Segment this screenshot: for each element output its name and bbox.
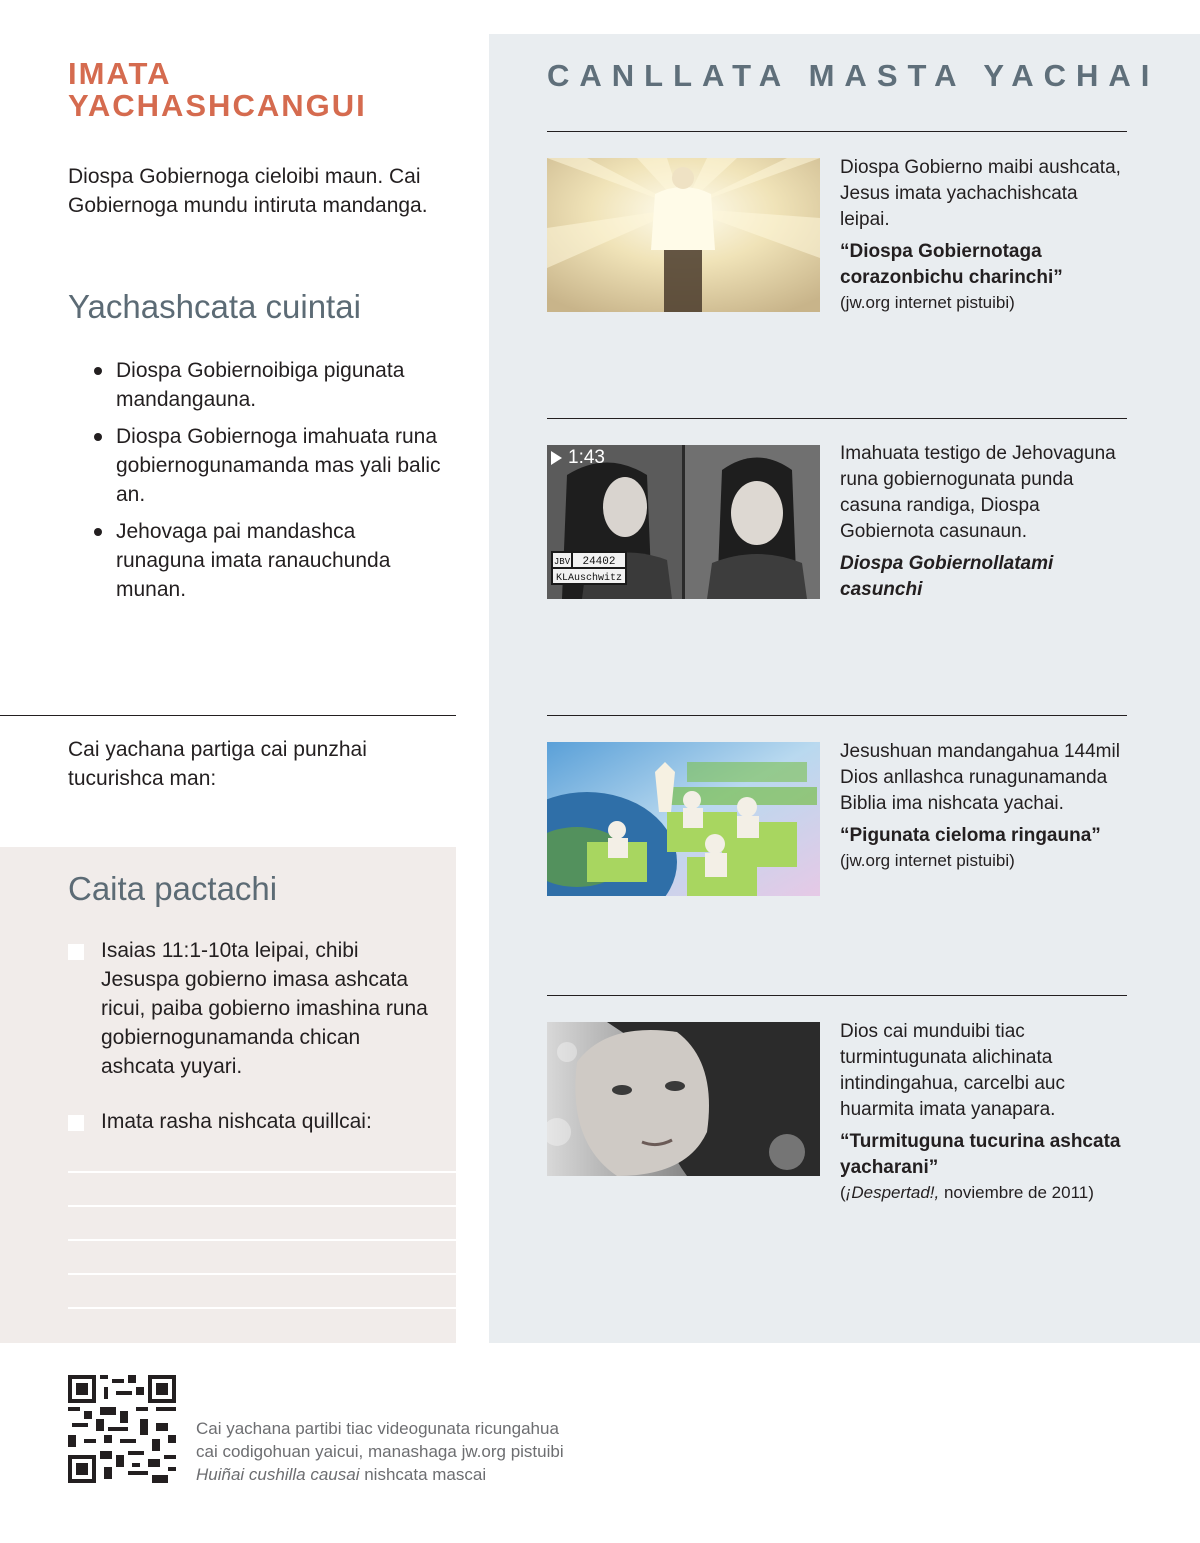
explore-divider [547,131,1127,132]
explore-entry-3 [840,739,1125,873]
entry-source [840,1181,1125,1205]
try-item-read [68,936,428,1081]
photo-tag-label: JBV [553,557,571,567]
woman-prisoner-photo[interactable] [547,445,820,599]
entry-description: Dios cai munduibi tiac turmintugunata alichinata intindingahua, carcelbi auc huarmita imata yanapara. [840,1021,1065,1120]
writing-line[interactable] [68,1273,456,1275]
share-text: Cai yachana partiga cai punzhai tucurishca man: [68,738,367,790]
explore-entry-2 [840,441,1125,603]
photo-tag-number: 24402 [582,556,616,568]
review-item: Jehovaga pai mandashca runaguna imata ranauchunda munan. [92,517,442,604]
play-icon [551,451,562,465]
writing-line[interactable] [68,1205,456,1207]
try-item-text: Isaias 11:1-10ta leipai, chibi Jesuspa gobierno imasa ashcata ricui, paiba gobierno imashina runa gobiernogunamanda chican ashcata yuyari. [101,939,428,1078]
entry-title[interactable]: “Diospa Gobiernotaga corazonbichu charinchi” [840,241,1063,288]
entry-source: (jw.org internet pistuibi) [840,293,1015,312]
photo-tag-place: KLAuschwitz [555,573,623,584]
footer-book-title: Huiñai cushilla causai [196,1465,360,1484]
explore-divider [547,418,1127,419]
checkbox[interactable] [68,944,84,960]
try-item-write [68,1107,428,1136]
explore-entry-1 [840,155,1125,315]
explore-entry-4 [840,1019,1125,1205]
review-list [92,356,442,612]
man-glowing-light-image[interactable] [547,158,820,312]
summary-text: Diospa Gobiernoga cieloibi maun. Cai Gobiernoga mundu intiruta mandanga. [68,165,428,217]
source-magazine: ¡Despertad!, [845,1183,940,1202]
video-duration: 1:43 [568,447,605,468]
qr-code-icon[interactable] [68,1375,176,1483]
checkbox[interactable] [68,1115,84,1131]
entry-source: (jw.org internet pistuibi) [840,851,1015,870]
writing-line[interactable] [68,1307,456,1309]
entry-description: Imahuata testigo de Jehovaguna runa gobiernogunata punda casuna randiga, Diospa Gobiernota casunaun. [840,443,1116,542]
footer-text [196,1417,564,1486]
footer-line3: nishcata mascai [359,1465,487,1484]
summary-heading [68,58,367,122]
entry-description: Diospa Gobierno maibi aushcata, Jesus imata yachachishcata leipai. [840,157,1121,230]
explore-divider [547,715,1127,716]
review-item: Diospa Gobiernoibiga pigunata mandangauna. [92,356,442,414]
try-heading: Caita pactachi [68,870,278,907]
review-item: Diospa Gobiernoga imahuata runa gobiernogunamanda mas yali balic an. [92,422,442,509]
heavenly-rulers-image[interactable] [547,742,820,896]
source-rest: noviembre de 2011) [939,1183,1094,1202]
left-divider [0,715,456,716]
footer-line2: cai codigohuan yaicui, manashaga jw.org pistuibi [196,1442,564,1461]
writing-line[interactable] [68,1171,456,1173]
try-item-text: Imata rasha nishcata quillcai: [101,1110,372,1133]
woman-portrait-image[interactable] [547,1022,820,1176]
explore-divider [547,995,1127,996]
entry-title[interactable]: “Pigunata cieloma ringauna” [840,825,1101,846]
entry-description: Jesushuan mandangahua 144mil Dios anllashca runagunamanda Biblia ima nishcata yachai. [840,741,1120,814]
explore-heading: CANLLATA MASTA YACHAI [547,58,1160,93]
source-prefix: ( [840,1183,846,1202]
writing-line[interactable] [68,1239,456,1241]
video-play-badge[interactable] [551,447,605,469]
try-panel [0,847,456,1343]
entry-title[interactable]: “Turmituguna tucurina ashcata yacharani” [840,1131,1121,1178]
summary-heading-line1: IMATA [68,56,172,91]
footer-line1: Cai yachana partibi tiac videogunata ricungahua [196,1419,559,1438]
summary-heading-line2: YACHASHCANGUI [68,88,367,123]
review-heading: Yachashcata cuintai [68,288,361,325]
entry-video-title[interactable]: Diospa Gobiernollatami casunchi [840,553,1054,600]
